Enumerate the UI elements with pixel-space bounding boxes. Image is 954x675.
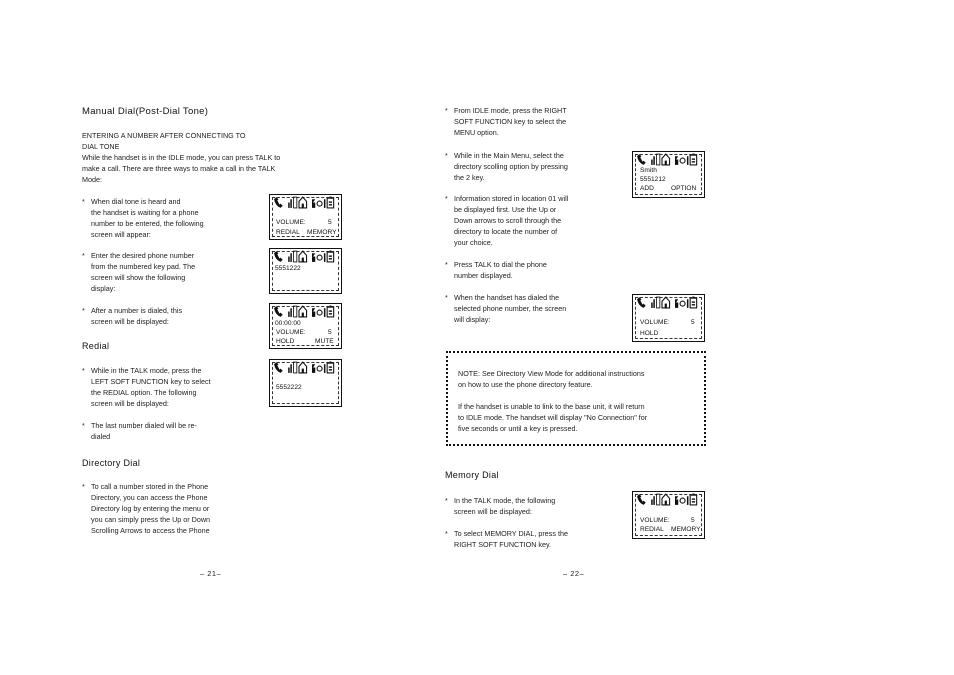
note-line: If the handset is unable to link to the base unit, it will return	[458, 402, 645, 411]
bullet-star: *	[445, 496, 448, 505]
bullet-line: the REDIAL option. The following	[91, 388, 197, 397]
bullet-line: directory to locate the number of	[454, 227, 558, 236]
bullet-line: screen will show the following	[91, 273, 186, 282]
bullet-line: screen will be displayed:	[91, 317, 169, 326]
bullet-line: While in the TALK mode, press the	[91, 366, 202, 375]
status-icons	[273, 250, 336, 263]
bullet-star: *	[82, 366, 85, 375]
bullet-star: *	[445, 194, 448, 203]
bullet-line: After a number is dialed, this	[91, 306, 183, 315]
lcd-screen-memory	[632, 491, 705, 539]
bullet-line: When dial tone is heard and	[91, 197, 181, 206]
bullet-line: screen will appear:	[91, 230, 151, 239]
bullet-line: your choice.	[454, 238, 493, 247]
status-icons	[636, 296, 699, 309]
bullet-line: When the handset has dialed the	[454, 293, 560, 302]
bullet-line: While in the Main Menu, select the	[454, 151, 564, 160]
bullet-line: display:	[91, 284, 116, 293]
lcd-line: 5	[691, 319, 695, 326]
lcd-screen-dialed	[269, 303, 342, 349]
bullet-line: Scrolling Arrows to access the Phone	[91, 526, 210, 535]
lcd-line: VOLUME:	[640, 319, 670, 326]
softkey-left: REDIAL	[276, 229, 300, 236]
status-icons	[273, 305, 336, 318]
bullet-star: *	[82, 197, 85, 206]
status-icons	[636, 153, 699, 166]
bullet-line: Press TALK to dial the phone	[454, 260, 547, 269]
lcd-line: 5551212	[640, 176, 666, 183]
bullet-line: from the numbered key pad. The	[91, 262, 196, 271]
lcd-line: VOLUME:	[276, 329, 306, 336]
softkey-left: REDIAL	[640, 526, 664, 533]
lcd-line: VOLUME:	[276, 219, 306, 226]
redial-heading: Redial	[82, 341, 110, 351]
manual-dial-subheading	[82, 130, 245, 152]
bullet-star: *	[445, 293, 448, 302]
softkey-left: HOLD	[640, 330, 659, 337]
softkey-right: OPTION	[671, 185, 697, 192]
bullet-line: dialed	[91, 432, 111, 441]
note-line: on how to use the phone directory feature.	[458, 380, 593, 389]
subheading-line: ENTERING A NUMBER AFTER CONNECTING TO	[82, 131, 246, 140]
intro-line: make a call. There are three ways to make a call in the TALK	[82, 164, 276, 173]
lcd-line: 5	[328, 329, 332, 336]
softkey-right: MEMORY	[671, 526, 701, 533]
status-icons	[273, 361, 336, 374]
bullet-star: *	[82, 421, 85, 430]
bullet-star: *	[82, 306, 85, 315]
lcd-line: 5552222	[276, 384, 302, 391]
softkey-right: MEMORY	[307, 229, 337, 236]
directory-dial-heading: Directory Dial	[82, 458, 141, 468]
bullet-line: SOFT FUNCTION key to select the	[454, 117, 567, 126]
bullet-line: will display:	[454, 315, 491, 324]
lcd-line: Smith	[640, 167, 657, 174]
bullet-line: Down arrows to scroll through the	[454, 216, 562, 225]
softkey-right: MUTE	[315, 338, 334, 345]
note-box	[446, 351, 706, 446]
bullet-line: MENU option.	[454, 128, 499, 137]
note-line: to IDLE mode. The handset will display "No Connection" for	[458, 413, 648, 422]
bullet-star: *	[445, 106, 448, 115]
bullet-line: the 2 key.	[454, 173, 485, 182]
bullet-line: directory scolling option by pressing	[454, 162, 568, 171]
lcd-line: 5	[328, 219, 332, 226]
bullet-line: To call a number stored in the Phone	[91, 482, 209, 491]
status-icons	[273, 196, 336, 209]
bullet-line: selected phone number, the screen	[454, 304, 567, 313]
bullet-line: RIGHT SOFT FUNCTION key.	[454, 540, 552, 549]
bullet-line: you can simply press the Up or Down	[91, 515, 211, 524]
lcd-line: VOLUME:	[640, 517, 670, 524]
bullet-line: To select MEMORY DIAL, press the	[454, 529, 568, 538]
intro-line: While the handset is in the IDLE mode, you can press TALK to	[82, 153, 281, 162]
lcd-screen-entered-number	[269, 248, 342, 294]
bullet-line: screen will be displayed:	[91, 399, 169, 408]
bullet-line: Enter the desired phone number	[91, 251, 195, 260]
softkey-left: ADD	[640, 185, 654, 192]
lcd-line: 5551222	[275, 265, 301, 272]
bullet-line: number displayed.	[454, 271, 513, 280]
manual-dial-intro	[82, 152, 280, 185]
intro-line: Mode:	[82, 175, 102, 184]
bullet-star: *	[82, 251, 85, 260]
bullet-line: From IDLE mode, press the RIGHT	[454, 106, 567, 115]
lcd-screen-redial	[269, 359, 342, 407]
lcd-screen-idle-talk	[269, 194, 342, 240]
bullet-line: Directory, you can access the Phone	[91, 493, 208, 502]
page-number-left: – 21–	[200, 569, 222, 578]
lcd-line: 5	[691, 517, 695, 524]
bullet-line: number to be entered, the following	[91, 219, 204, 228]
softkey-left: HOLD	[276, 338, 295, 345]
bullet-star: *	[445, 151, 448, 160]
bullet-star: *	[445, 260, 448, 269]
memory-dial-heading: Memory Dial	[445, 470, 499, 480]
lcd-screen-dialing	[632, 294, 705, 342]
subheading-line: DIAL TONE	[82, 142, 120, 151]
bullet-line: The last number dialed will be re-	[91, 421, 197, 430]
manual-dial-heading: Manual Dial(Post-Dial Tone)	[82, 106, 209, 117]
bullet-star: *	[445, 529, 448, 538]
bullet-line: Information stored in location 01 will	[454, 194, 569, 203]
status-icons	[636, 493, 699, 506]
bullet-line: Directory log by entering the menu or	[91, 504, 210, 513]
note-line: NOTE: See Directory View Mode for additional instructions	[458, 369, 645, 378]
bullet-line: LEFT SOFT FUNCTION key to select	[91, 377, 211, 386]
bullet-star: *	[82, 482, 85, 491]
lcd-screen-directory-entry	[632, 151, 705, 198]
note-line: five seconds or until a key is pressed.	[458, 424, 578, 433]
bullet-line: be displayed first. Use the Up or	[454, 205, 557, 214]
bullet-line: In the TALK mode, the following	[454, 496, 556, 505]
lcd-line: 00:00:00	[275, 320, 301, 327]
bullet-line: screen will be displayed:	[454, 507, 532, 516]
page-number-right: – 22–	[563, 569, 585, 578]
bullet-line: the handset is waiting for a phone	[91, 208, 199, 217]
